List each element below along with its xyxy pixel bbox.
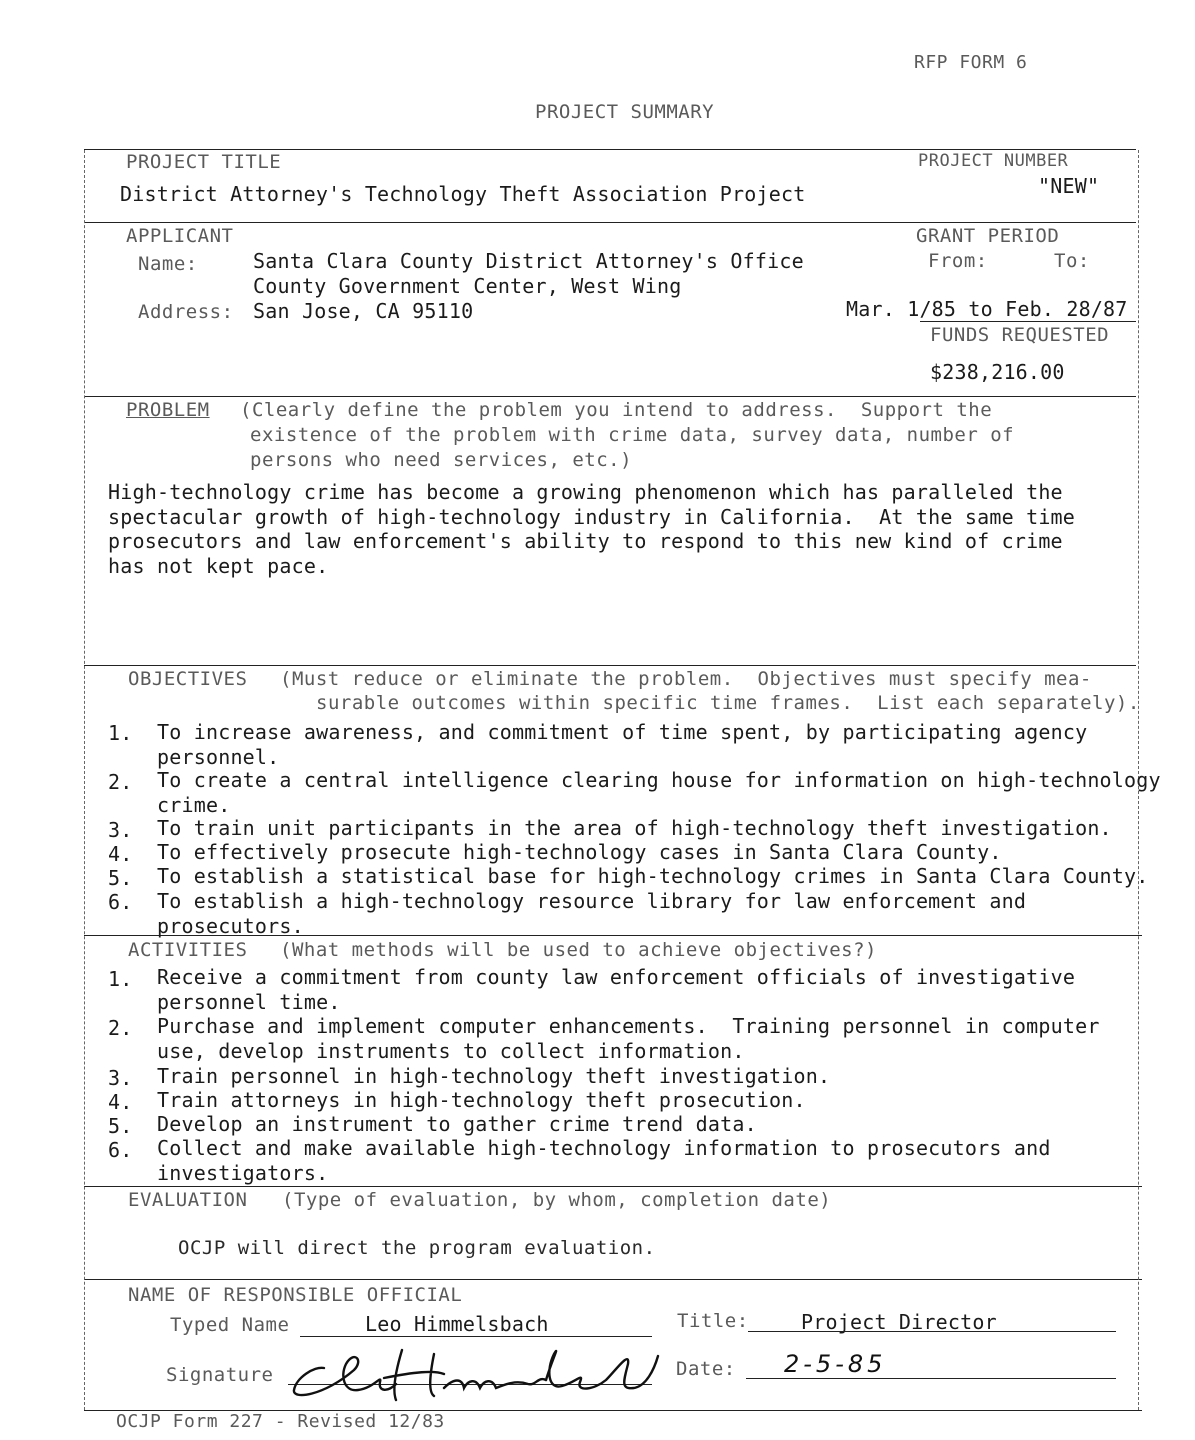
objective-number: 1. (108, 721, 133, 745)
objective-text: prosecutors. (157, 914, 304, 938)
typed-name-value: Leo Himmelsbach (365, 1312, 549, 1336)
typed-name-label: Typed Name (170, 1314, 290, 1336)
activity-text: Train personnel in high-technology theft investigation. (157, 1064, 831, 1088)
official-label: NAME OF RESPONSIBLE OFFICIAL (128, 1284, 463, 1306)
grant-period-label: GRANT PERIOD (916, 225, 1060, 247)
problem-instructions-3: persons who need services, etc.) (250, 449, 633, 471)
applicant-label: APPLICANT (126, 225, 234, 247)
evaluation-label: EVALUATION (128, 1189, 248, 1211)
objective-text: To effectively prosecute high-technology cases in Santa Clara County. (157, 840, 1002, 864)
problem-body-line: spectacular growth of high-technology industry in California. At the same time (108, 505, 1076, 529)
objective-text: To establish a statistical base for high-technology crimes in Santa Clara County. (157, 864, 1149, 888)
activity-text: Purchase and implement computer enhancements. Training personnel in computer (157, 1014, 1100, 1038)
project-title-value: District Attorney's Technology Theft Association Project (120, 182, 806, 206)
problem-instructions-2: existence of the problem with crime data, survey data, number of (250, 424, 1015, 446)
activity-text: Receive a commitment from county law enforcement officials of investigative (157, 965, 1076, 989)
applicant-name-label: Name: (138, 253, 198, 275)
activity-text: personnel time. (157, 990, 341, 1014)
activity-number: 5. (108, 1114, 133, 1138)
project-number-label: PROJECT NUMBER (918, 151, 1069, 171)
problem-body-line: has not kept pace. (108, 554, 329, 578)
applicant-name-value: Santa Clara County District Attorney's Office (253, 249, 804, 273)
applicant-address-label: Address: (138, 301, 234, 323)
title-line (748, 1331, 1116, 1332)
objective-number: 4. (108, 842, 133, 866)
activity-text: use, develop instruments to collect information. (157, 1039, 745, 1063)
objective-text: To establish a high-technology resource library for law enforcement and (157, 889, 1027, 913)
activity-text: Develop an instrument to gather crime trend data. (157, 1112, 757, 1136)
activity-text: Collect and make available high-technology information to prosecutors and (157, 1136, 1051, 1160)
objective-number: 2. (108, 770, 133, 794)
signature-label: Signature (166, 1364, 274, 1386)
activity-text: investigators. (157, 1161, 329, 1185)
objective-text: crime. (157, 793, 231, 817)
objectives-label: OBJECTIVES (128, 668, 248, 690)
date-value: 2-5-85 (784, 1350, 887, 1378)
activity-text: Train attorneys in high-technology theft prosecution. (157, 1088, 806, 1112)
project-number-value: "NEW" (1038, 174, 1100, 198)
objectives-instructions-2: surable outcomes within specific time frames. List each separately). (316, 692, 1140, 714)
problem-body-line: High-technology crime has become a growing phenomenon which has paralleled the (108, 480, 1063, 504)
evaluation-value: OCJP will direct the program evaluation. (178, 1237, 656, 1259)
objective-number: 6. (108, 890, 133, 914)
objectives-instructions-1: (Must reduce or eliminate the problem. Objectives must specify mea- (280, 668, 1092, 690)
objective-text: To create a central intelligence clearing house for information on high-technology (157, 768, 1161, 792)
activities-label: ACTIVITIES (128, 939, 248, 961)
signature-image (284, 1330, 664, 1410)
activity-number: 6. (108, 1138, 133, 1162)
objective-text: personnel. (157, 745, 280, 769)
top-border (84, 149, 1136, 150)
divider-evaluation (84, 1186, 1142, 1187)
problem-instructions-1: (Clearly define the problem you intend to address. Support the (240, 399, 993, 421)
activity-number: 2. (108, 1016, 133, 1040)
applicant-address-line2: San Jose, CA 95110 (253, 299, 474, 323)
funds-requested-value: $238,216.00 (930, 360, 1065, 384)
project-title-label: PROJECT TITLE (126, 151, 282, 173)
date-line (746, 1378, 1116, 1379)
grant-from-label: From: (928, 250, 988, 272)
funds-requested-label: FUNDS REQUESTED (930, 324, 1110, 346)
divider-problem (84, 396, 1136, 397)
form-title: PROJECT SUMMARY (535, 101, 715, 123)
divider-objectives (84, 665, 1136, 666)
objective-number: 3. (108, 818, 133, 842)
title-label: Title: (677, 1310, 749, 1332)
objective-text: To train unit participants in the area of high-technology theft investigation. (157, 816, 1112, 840)
objective-number: 5. (108, 866, 133, 890)
objective-text: To increase awareness, and commitment of time spent, by participating agency (157, 720, 1088, 744)
applicant-address-line1: County Government Center, West Wing (253, 274, 682, 298)
evaluation-instructions: (Type of evaluation, by whom, completion date) (282, 1189, 832, 1211)
title-value: Project Director (801, 1310, 997, 1334)
form-footer: OCJP Form 227 - Revised 12/83 (116, 1411, 445, 1432)
divider-funds (920, 321, 1136, 322)
activity-number: 4. (108, 1090, 133, 1114)
divider-official (84, 1279, 1142, 1280)
divider-applicant (84, 222, 1136, 223)
problem-body-line: prosecutors and law enforcement's ability to respond to this new kind of crime (108, 529, 1063, 553)
activities-instructions: (What methods will be used to achieve objectives?) (280, 939, 877, 961)
grant-period-value: Mar. 1/85 to Feb. 28/87 (846, 297, 1128, 321)
left-border (84, 150, 85, 1410)
date-label: Date: (676, 1358, 736, 1380)
grant-to-label: To: (1054, 250, 1090, 272)
activity-number: 3. (108, 1066, 133, 1090)
problem-label: PROBLEM (126, 399, 210, 421)
activity-number: 1. (108, 967, 133, 991)
form-id: RFP FORM 6 (914, 52, 1028, 73)
